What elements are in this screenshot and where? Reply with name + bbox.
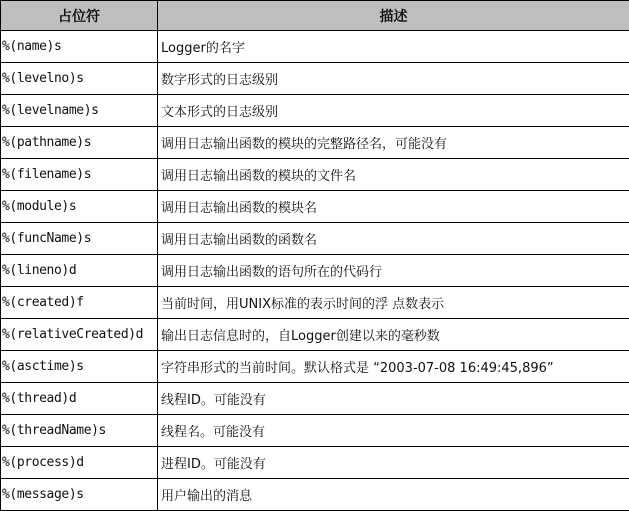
- description-column-header: 描述: [158, 1, 629, 31]
- description-cell: 调用日志输出函数的函数名: [158, 223, 629, 255]
- description-cell: 数字形式的日志级别: [158, 63, 629, 95]
- table-row: [1, 127, 629, 159]
- description-cell: 线程ID。可能没有: [158, 383, 629, 415]
- description-cell: Logger的名字: [158, 31, 629, 63]
- description-cell: 进程ID。可能没有: [158, 447, 629, 479]
- placeholder-cell: %(threadName)s: [1, 415, 158, 447]
- placeholder-cell: %(thread)d: [1, 383, 158, 415]
- placeholder-cell: %(module)s: [1, 191, 158, 223]
- description-cell: 调用日志输出函数的模块的完整路径名，可能没有: [158, 127, 629, 159]
- placeholder-cell: %(created)f: [1, 287, 158, 319]
- placeholder-cell: %(relativeCreated)d: [1, 319, 158, 351]
- placeholder-cell: %(name)s: [1, 31, 158, 63]
- placeholder-cell: %(levelname)s: [1, 95, 158, 127]
- placeholder-cell: %(funcName)s: [1, 223, 158, 255]
- placeholder-cell: %(lineno)d: [1, 255, 158, 287]
- placeholder-cell: %(filename)s: [1, 159, 158, 191]
- table-row: [1, 223, 629, 255]
- description-cell: 调用日志输出函数的模块的文件名: [158, 159, 629, 191]
- header-row: [1, 1, 629, 31]
- table-row: [1, 255, 629, 287]
- description-cell: 字符串形式的当前时间。默认格式是 “2003-07-08 16:49:45,896”: [158, 351, 629, 383]
- placeholder-cell: %(process)d: [1, 447, 158, 479]
- table-row: [1, 447, 629, 479]
- placeholder-cell: %(pathname)s: [1, 127, 158, 159]
- placeholder-cell: %(levelno)s: [1, 63, 158, 95]
- description-cell: 线程名。可能没有: [158, 415, 629, 447]
- table-row: [1, 191, 629, 223]
- placeholder-column-header: 占位符: [1, 1, 158, 31]
- table-row: [1, 319, 629, 351]
- table-row: [1, 287, 629, 319]
- table-row: [1, 63, 629, 95]
- description-cell: 输出日志信息时的，自Logger创建以来的毫秒数: [158, 319, 629, 351]
- table-row: [1, 479, 629, 511]
- table-row: [1, 351, 629, 383]
- description-cell: 当前时间，用UNIX标准的表示时间的浮 点数表示: [158, 287, 629, 319]
- description-cell: 调用日志输出函数的语句所在的代码行: [158, 255, 629, 287]
- table-row: [1, 95, 629, 127]
- table-row: [1, 383, 629, 415]
- placeholder-cell: %(message)s: [1, 479, 158, 511]
- table-row: [1, 31, 629, 63]
- placeholder-cell: %(asctime)s: [1, 351, 158, 383]
- table-row: [1, 159, 629, 191]
- description-cell: 调用日志输出函数的模块名: [158, 191, 629, 223]
- description-cell: 用户输出的消息: [158, 479, 629, 511]
- table-row: [1, 415, 629, 447]
- description-cell: 文本形式的日志级别: [158, 95, 629, 127]
